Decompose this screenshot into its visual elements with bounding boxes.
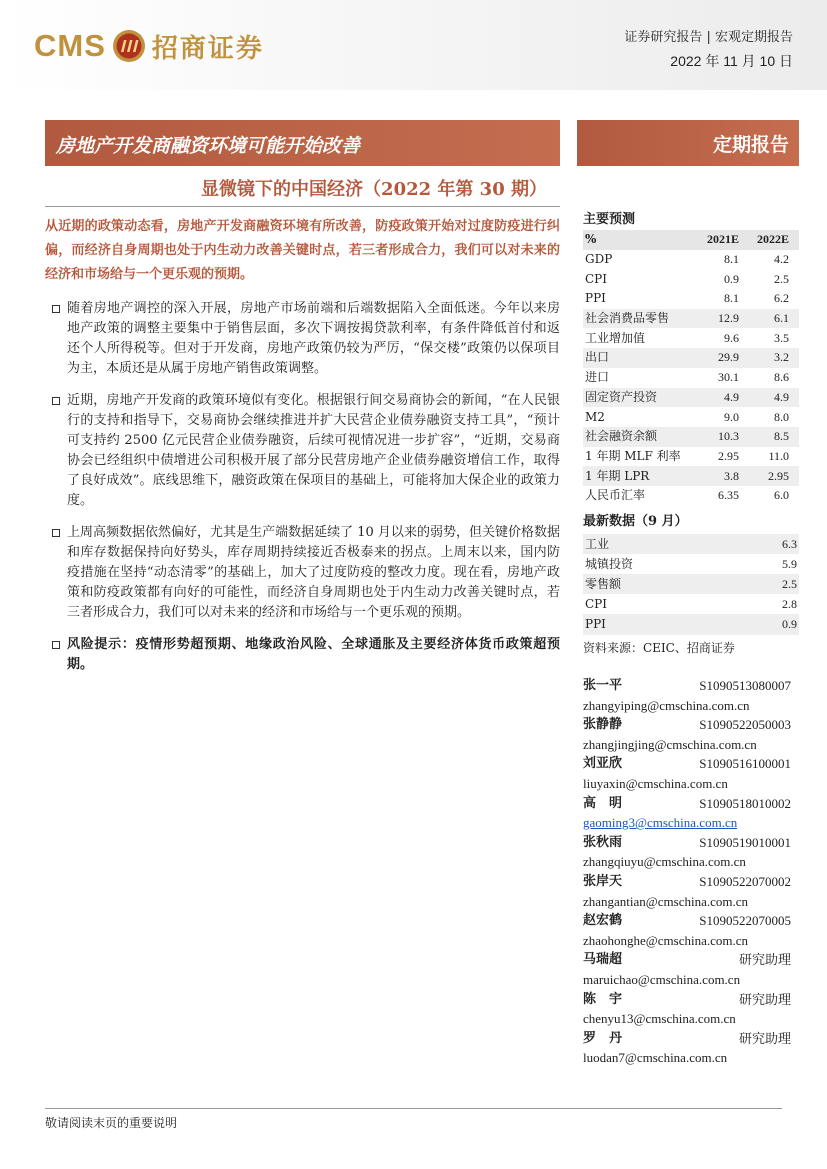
analyst-name: 罗 丹 [583,1030,623,1046]
cell-2021: 3.8 [689,466,749,486]
footer-note: 敬请阅读末页的重要说明 [45,1116,178,1130]
main-content [45,215,560,675]
side-label: 定期报告 [712,134,789,156]
table-header-row [583,230,799,250]
data-source: 资料来源：CEIC、招商证券 [583,640,735,655]
lead-summary: 从近期的政策动态看，房地产开发商融资环境有所改善，防疫政策开始对过度防疫进行纠偏，而经济自身周期也处于内生动力改善关键时点，若三者形成合力，我们可以对未来的经济和市场给与一个更乐观的预期。 [45,219,560,282]
analyst-email[interactable]: zhangqiuyu@cmschina.com.cn [583,854,746,870]
analyst-id: S1090513080007 [699,678,791,693]
subtitle: 显微镜下的中国经济（2022 年第 30 期） [201,179,547,200]
analyst-entry [583,794,799,833]
cell-2022: 4.9 [749,388,799,408]
cell-2021: 29.9 [689,348,749,368]
bullet-item [45,391,560,511]
analyst-entry [583,833,799,872]
analyst-name: 高 明 [583,795,623,811]
analyst-email[interactable]: zhaohonghe@cmschina.com.cn [583,932,749,948]
row-label: M2 [585,409,605,424]
analyst-role: 研究助理 [738,991,791,1007]
cell-2021: 2.95 [718,448,739,463]
cell-2021: 0.9 [724,271,739,286]
header-cell: 2021E [689,230,749,250]
bullet-text: 风险提示：疫情形势超预期、地缘政治风险、全球通胀及主要经济体货币政策超预期。 [67,637,560,672]
cell-2021: 4.9 [689,388,749,408]
forecast-table [583,230,799,506]
cell-2021: 30.1 [718,370,739,385]
analyst-entry [583,911,799,950]
row-value: 5.9 [782,556,797,571]
cell-2022: 3.5 [774,330,789,345]
analyst-entry [583,754,799,793]
analyst-entry [583,1029,799,1068]
analyst-name: 陈 宇 [583,991,623,1007]
analyst-id: S1090519010001 [699,834,791,850]
row-label: 进口 [585,370,610,385]
analyst-entry [583,676,799,715]
cms-emblem-icon [112,29,146,63]
row-label: CPI [585,271,607,286]
table-row [583,554,799,574]
analyst-email-link[interactable]: gaoming3@cmschina.com.cn [583,815,738,831]
analyst-name: 刘亚欣 [583,756,623,772]
header-meta [624,26,793,71]
analyst-entry [583,990,799,1029]
cell-2022: 6.1 [749,309,799,329]
bullet-square-icon [52,397,60,405]
analyst-email[interactable]: zhangjingjing@cmschina.com.cn [583,736,757,752]
sidebar [583,210,799,656]
row-label: CPI [585,597,607,612]
table-row [583,614,799,634]
analyst-email[interactable]: zhangyiping@cmschina.com.cn [583,697,750,713]
row-label: 人民币汇率 [585,488,646,503]
cell-2021: 8.1 [724,291,739,306]
bullet-item [45,523,560,623]
row-label: PPI [585,291,606,306]
bullet-text: 随着房地产调控的深入开展，房地产市场前端和后端数据陷入全面低迷。今年以来房地产政策的调整主要集中于销售层面，多次下调按揭贷款利率，有条件降低首付和返还个人所得税等。但对于开发商，房地产政策仍较为严厉，“保交楼”政策仍以保项目为主，本质还是从属于房地产销售政策调整。 [67,301,560,376]
analyst-name: 张静静 [583,717,623,733]
table-row [583,486,799,506]
analyst-name: 张一平 [583,678,623,693]
table-row [583,289,799,309]
cell-2022: 3.2 [749,348,799,368]
table-row [583,594,799,614]
cell-2022: 11.0 [768,448,789,463]
logo-chinese-name: 招商证券 [151,33,264,64]
row-label: 工业 [583,534,744,554]
forecast-title: 主要预测 [583,212,636,227]
analyst-id: S1090522070002 [699,873,791,889]
header-cell: 2022E [749,230,799,250]
bullet-square-icon [52,305,60,313]
row-value: 2.8 [782,597,797,612]
title-banner [45,120,560,166]
cell-2021: 9.6 [724,330,739,345]
analyst-name: 赵宏鹤 [583,913,623,929]
row-label: 社会融资余额 [583,427,689,447]
row-label: 出口 [583,348,689,368]
table-row [583,368,799,388]
analyst-role: 研究助理 [738,952,791,968]
table-row [583,269,799,289]
risk-warning [45,635,560,675]
analyst-email[interactable]: chenyu13@cmschina.com.cn [583,1011,736,1027]
table-row [583,427,799,447]
row-label: 1 年期 LPR [583,466,689,486]
table-row [583,388,799,408]
row-label: 零售额 [583,574,744,594]
analyst-role: 研究助理 [738,1030,791,1046]
analyst-email[interactable]: maruichao@cmschina.com.cn [583,971,741,987]
cell-2021: 9.0 [724,409,739,424]
analyst-name: 张秋雨 [583,834,623,850]
latest-title: 最新数据（9 月） [583,513,688,529]
bullet-text: 上周高频数据依然偏好，尤其是生产端数据延续了 10 月以来的弱势，但关键价格数据和库存数据保持向好势头，库存周期持续接近否极泰来的拐点。上周末以来，国内防疫措施在坚持“动态清零”的基础上，加大了过度防疫的整改力度。现在看，房地产政策和防疫政策都有向好的可能性，而经济自身周期也处于内生动力改善关键时点，若三者形成合力，我们可以对未来的经济和市场给与一个更乐观的预期。 [67,525,560,620]
cell-2022: 8.6 [774,370,789,385]
analyst-id: S1090518010002 [699,795,791,811]
logo-cms-text: CMS [34,28,106,63]
divider [45,206,560,207]
cell-2021: 6.35 [718,488,739,503]
row-label: 工业增加值 [585,330,646,345]
cell-2022: 8.5 [749,427,799,447]
row-label: PPI [583,614,744,634]
cell-2022: 8.0 [774,409,789,424]
cms-logo [34,24,264,68]
row-label: 固定资产投资 [583,388,689,408]
cell-2021: 12.9 [689,309,749,329]
cell-2021: 8.1 [724,252,739,267]
report-date: 2022 年 11 月 10 日 [670,53,793,69]
table-row [583,407,799,427]
report-type: 证券研究报告 | 宏观定期报告 [624,30,793,45]
row-value: 0.9 [744,614,799,634]
bullet-square-icon [52,529,60,537]
analyst-id: S1090516100001 [699,756,791,772]
cell-2022: 4.2 [774,252,789,267]
cell-2022: 2.95 [749,466,799,486]
analyst-name: 张岸天 [583,873,623,889]
table-row [583,250,799,270]
footer-divider [45,1108,782,1109]
cell-2022: 2.5 [774,271,789,286]
bullet-square-icon [52,641,60,649]
table-row [583,466,799,486]
analyst-email[interactable]: liuyaxin@cmschina.com.cn [583,775,728,791]
bullet-item [45,299,560,379]
analyst-entry [583,950,799,989]
analyst-email[interactable]: luodan7@cmschina.com.cn [583,1050,728,1066]
table-row [583,534,799,554]
table-row [583,447,799,467]
latest-table [583,534,799,635]
page-title: 房地产开发商融资环境可能开始改善 [56,135,361,157]
analyst-id: S1090522050003 [699,717,791,733]
row-value: 2.5 [744,574,799,594]
row-label: 社会消费品零售 [583,309,689,329]
header-cell: % [583,230,689,250]
table-row [583,309,799,329]
bullet-text: 近期，房地产开发商的政策环境似有变化。根据银行间交易商协会的新闻，“在人民银行的支持和指导下，交易商协会继续推进并扩大民营企业债券融资支持工具”，“预计可支持约 2500 亿元民营企业债券融资，后续可视情况进一步扩容”，“近期，交易商协会已经组织中债增进公司积极开展了部分民营房地产企业债券融资增信工作，取得了良好成效”。底线思维下，融资政策在保项目的基础上，可能将加大保企业的政策力度。 [67,393,560,508]
row-label: 1 年期 MLF 利率 [585,448,681,463]
analyst-email[interactable]: zhangantian@cmschina.com.cn [583,893,749,909]
table-row [583,328,799,348]
cell-2021: 10.3 [689,427,749,447]
table-row [583,574,799,594]
cell-2022: 6.2 [774,291,789,306]
analyst-id: S1090522070005 [699,913,791,929]
analyst-entry [583,872,799,911]
analyst-entry [583,715,799,754]
row-label: GDP [585,252,613,267]
cell-2022: 6.0 [774,488,789,503]
table-row [583,348,799,368]
analyst-name: 马瑞超 [583,952,623,968]
analyst-list [583,676,799,1068]
side-banner [577,120,799,166]
row-label: 城镇投资 [585,556,634,571]
row-value: 6.3 [744,534,799,554]
